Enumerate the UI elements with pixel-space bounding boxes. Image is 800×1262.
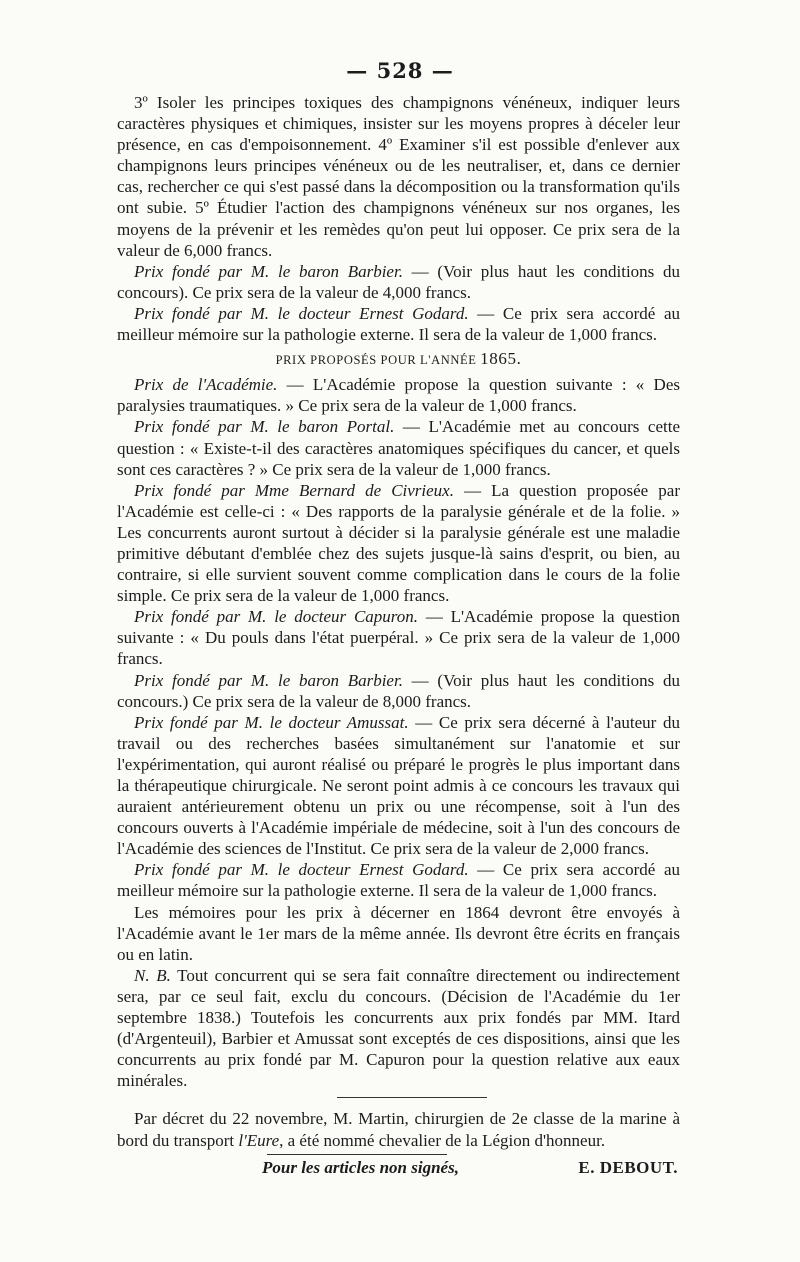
prize-text: — L'Académie propose la question suivante : « Du pouls dans l'état puerpéral. » Ce prix sera de la valeur de 1,000 francs.	[117, 607, 680, 669]
prize-paragraph	[117, 480, 680, 607]
prize-label: Prix fondé par M. le docteur Amussat.	[134, 712, 409, 732]
divider	[267, 1154, 447, 1155]
prize-text: — (Voir plus haut les conditions du concours.) Ce prix sera de la valeur de 8,000 francs.	[117, 670, 681, 711]
prize-paragraph	[117, 261, 680, 303]
paragraph: Les mémoires pour les prix à décerner en 1864 devront être envoyés à l'Académie avant le 1er mars de la même année. Ils devront être écrits en français ou en latin.	[117, 902, 680, 964]
news-text: Par décret du 22 novembre, M. Martin, chirurgien de 2e classe de la marine à bord du transport	[117, 1109, 680, 1150]
prize-paragraph	[117, 416, 680, 479]
prize-text: — Ce prix sera accordé au meilleur mémoire sur la pathologie externe. Il sera de la valeur de 1,000 francs.	[117, 303, 680, 345]
prize-paragraph	[117, 712, 680, 860]
section-heading	[117, 348, 680, 371]
prize-label: Prix fondé par M. le baron Barbier.	[134, 670, 403, 690]
prize-label: Prix fondé par M. le docteur Ernest Godard.	[134, 303, 469, 323]
prize-text: — Ce prix sera accordé au meilleur mémoire sur la pathologie externe. Il sera de la valeur de 1,000 francs.	[117, 860, 680, 901]
prize-label: Prix fondé par M. le baron Barbier.	[134, 261, 403, 281]
note-text: Tout concurrent qui se sera fait connaître directement ou indirectement sera, par ce seul fait, exclu du concours. (Décision de l'Académie du 1er septembre 1838.) Toutefois les concurrents aux prix fondés par MM. Itard (d'Argenteuil), Barbier et Amussat sont exceptés de ces dispositions, ainsi que les concurrents au prix fondé par M. Capuron pour la question relative aux eaux minérales.	[117, 965, 680, 1091]
divider	[337, 1097, 487, 1098]
prize-paragraph	[117, 859, 680, 901]
news-text-end: , a été nommé chevalier de la Légion d'honneur.	[279, 1130, 606, 1150]
prize-paragraph	[117, 374, 680, 416]
prize-label: Prix fondé par M. le baron Portal.	[134, 417, 395, 437]
prize-label: Prix fondé par Mme Bernard de Civrieux.	[134, 480, 454, 500]
prize-label: Prix fondé par M. le docteur Capuron.	[134, 607, 419, 627]
ship-name: l'Eure	[238, 1130, 280, 1150]
paragraph: 3º Isoler les principes toxiques des champignons vénéneux, indiquer leurs caractères physiques et chimiques, insister sur les moyens propres à déceler leur présence, en cas d'empoisonnement. 4º Examiner s'il est possible d'enlever aux champignons leurs principes vénéneux ou de les neutraliser, et, dans ce dernier cas, rechercher ce qui s'est passé dans la décomposition ou la transformation qu'ils ont subie. 5º Étudier l'action des champignons vénéneux sur nos organes, les moyens de la prévenir et les remèdes qu'on peut lui opposer. Ce prix sera de la valeur de 6,000 francs.	[117, 93, 680, 260]
prize-text: — La question proposée par l'Académie est celle-ci : « Des rapports de la paralysie générale et de la folie. » Les concurrents auront surtout à décider si la paralysie générale est une maladie primitive débutant d'emblée chez des sujets jusque-là sains d'esprit, ou bien, au contraire, si elle survient souvent comme complication dans le cours de la folie simple. Ce prix sera de la valeur de 1,000 francs.	[117, 480, 680, 606]
page-body	[117, 92, 680, 1178]
section-title: PRIX PROPOSÉS POUR L'ANNÉE	[275, 353, 477, 368]
prize-paragraph	[117, 670, 680, 712]
prize-text: — L'Académie propose la question suivante : « Des paralysies traumatiques. » Ce prix sera de la valeur de 1,000 francs.	[117, 375, 680, 416]
prize-text: — Ce prix sera décerné à l'auteur du travail ou des recherches basées simultanément sur l'anatomie et sur l'expérimentation, qui auront réalisé ou préparé le progrès le plus important dans la thérapeutique chirurgicale. Ne seront point admis à ce concours les travaux qui auraient antérieurement obtenu un prix ou une récompense, soit à l'un des concours ouverts à l'Académie impériale de médecine, soit à l'un des concours de l'Académie des sciences de l'Institut. Ce prix sera de la valeur de 2,000 francs.	[117, 712, 680, 859]
news-paragraph	[117, 1108, 680, 1150]
note-paragraph	[117, 965, 680, 1092]
page-number: — 528 —	[346, 58, 454, 83]
note-label: N. B.	[134, 965, 171, 985]
prize-text: — L'Académie met au concours cette question : « Existe-t-il des caractères anatomiques spécifiques du cancer, et quels sont ces caractères ? » Ce prix sera de la valeur de 1,000 francs.	[117, 417, 681, 479]
prize-paragraph	[117, 606, 680, 669]
prize-paragraph	[117, 303, 680, 345]
signature-left: Pour les articles non signés,	[262, 1157, 459, 1177]
section-year: 1865.	[480, 349, 522, 369]
signature-name: E. DEBOUT.	[578, 1157, 678, 1177]
signature-line	[117, 1157, 680, 1178]
prize-text: — (Voir plus haut les conditions du concours). Ce prix sera de la valeur de 4,000 francs.	[117, 261, 681, 302]
prize-label: Prix de l'Académie.	[134, 375, 278, 395]
prize-label: Prix fondé par M. le docteur Ernest Godard.	[134, 860, 469, 880]
